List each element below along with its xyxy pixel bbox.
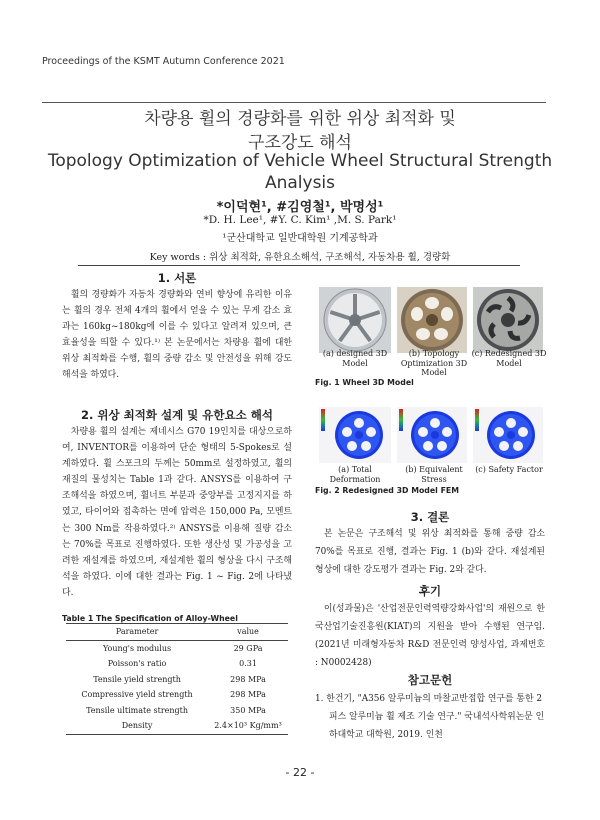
table-row [66, 687, 288, 703]
section-conclusion-title: 3. 결론 [410, 510, 450, 524]
table-row [66, 672, 288, 688]
fig2-subcaption-a: (a) Total Deformation [329, 465, 381, 484]
title-korean-line2: 구조강도 해석 [248, 133, 352, 153]
topology-wheel-image [397, 287, 467, 353]
section-intro-title: 1. 서론 [157, 271, 197, 285]
table-row [66, 703, 288, 719]
header-divider [42, 102, 546, 103]
fig1-caption: Fig. 1 Wheel 3D Model [315, 378, 414, 387]
proceedings-header: Proceedings of the KSMT Autumn Conference 2021 [42, 56, 285, 67]
fig2-subcaption-c: (c) Safety Factor [475, 465, 543, 474]
spec-table-header-row [66, 624, 288, 640]
authors-english: *D. H. Lee¹, #Y. C. Kim¹ ,M. S. Park¹ [203, 214, 397, 226]
fig1-subcaption-a: (a) designed 3D Model [322, 349, 388, 368]
spec-cell: Density [121, 721, 153, 731]
figure1-images [315, 285, 545, 355]
fig1-subcaption-c: (c) Redesigned 3D Model [471, 349, 547, 368]
spec-header-value: value [208, 624, 288, 640]
table-row [66, 656, 288, 672]
spec-cell: 2.4×10³ Kg/mm³ [214, 721, 282, 731]
table-row [66, 640, 288, 656]
section-method-title: 2. 위상 최적화 설계 및 유한요소 해석 [81, 408, 273, 422]
table-top-rule [66, 623, 288, 624]
designed-wheel-image [319, 287, 391, 353]
spec-cell: Tensile yield strength [93, 674, 181, 684]
spec-table [66, 624, 288, 735]
title-korean-line1: 차량용 휠의 경량화를 위한 위상 최적화 및 [144, 109, 456, 129]
table-row [66, 718, 288, 734]
reference-item: 1. 한건기, "A356 알루미늄의 마찰교반접합 연구를 통한 2피스 알루미늄 휠 제조 기술 연구." 국내석사학위논문 인하대학교 대학원, 2019. 인천 [315, 694, 545, 740]
section-ack-title: 후기 [418, 584, 442, 598]
spec-cell: Young's modulus [102, 643, 172, 653]
spec-cell: 350 MPa [230, 705, 266, 715]
table1-caption: Table 1 The Specification of Alloy-Wheel [62, 614, 238, 623]
safety-factor-image [473, 407, 543, 463]
section-conclusion-text: 본 논문은 구조해석 및 위상 최적화를 통해 중량 감소 70%를 목표로 진행, 결과는 Fig. 1 (b)와 같다. 재설계된 형상에 대한 강도평가 결과는 Fig. 2와 같다. [315, 529, 545, 575]
spec-cell: 0.31 [239, 659, 257, 669]
spec-header-parameter: Parameter [66, 624, 208, 640]
figure2-images [315, 405, 545, 465]
spec-cell: 298 MPa [230, 690, 266, 700]
section-intro-text: 휠의 경량화가 자동차 경량화와 연비 향상에 유리한 이유는 휠의 경우 전체 4개의 휠에서 얻을 수 있는 무게 감소 효과는 160kg~180kg에 이를 수 있다고 알려져 있으며, 큰 효율성을 띄할 수 있다.¹⁾ 본 논문에서는 차량용 휠에 대한 위상 최적화를 수행, 휠의 중량 감소 및 안전성을 위해 강도해석을 하였다. [62, 290, 292, 381]
section-refs-title: 참고문헌 [407, 673, 453, 687]
total-deformation-image [319, 407, 391, 463]
section-ack-text: 이(성과물)은 '산업전문인력역량강화사업'의 재원으로 한국산업기술진흥원(KIAT)의 지원을 받아 수행된 연구임. (2021년 미래형자동차 R&D 전문인력 양성사업, 과제번호 : N0002428) [315, 604, 545, 668]
keywords: Key words : 위상 최적화, 유한요소해석, 구조해석, 자동차용 휠, 경량화 [149, 252, 451, 263]
spec-cell: 29 GPa [233, 643, 263, 653]
fig1-subcaption-b: (b) Topology Optimization 3D Model [400, 349, 468, 377]
redesigned-wheel-image [473, 287, 543, 353]
affiliation: ¹군산대학교 일반대학원 기계공학과 [222, 233, 378, 244]
spec-cell: Poisson's ratio [107, 659, 167, 669]
spec-cell: Compressive yield strength [81, 690, 193, 700]
fig2-caption: Fig. 2 Redesigned 3D Model FEM [315, 486, 459, 495]
section-method-text: 차량용 휠의 설계는 제네시스 G70 19인치를 대상으로하여, INVENTOR를 이용하여 단순 형태의 5-Spokes로 설계하였다. 휠 스포크의 두께는 50mm로 설정하였고, 휠의 재질의 물성치는 Table 1과 같다. ANSYS를 이용하여 구조해석을 하였으며, 휠너트 부분과 중앙부를 고정지지를 하였고, 타이어와 접촉하는 면에 압력은 150,000 Pa, 모멘트는 300 Nm를 작용하였다.²⁾ ANSYS를 이용해 질량 감소는 70%를 목표로 진행하였다. 또한 생산성 및 가공성을 고려한 재설계를 하였으며, 재설계한 휠의 형상을 다시 구조해석을 하였다. 이에 대한 결과는 Fig. 1 ~ Fig. 2에 나타냈다. [62, 427, 292, 598]
spec-cell: Tensile ultimate strength [86, 705, 189, 715]
title-english-line2: Analysis [264, 173, 336, 193]
fig2-subcaption-b: (b) Equivalent Stress [405, 465, 463, 484]
spec-cell: 298 MPa [230, 674, 266, 684]
equivalent-stress-image [397, 407, 467, 463]
authors-korean: *이덕현¹, #김영철¹, 박명성¹ [216, 200, 384, 215]
keywords-divider [78, 265, 520, 266]
title-english-line1: Topology Optimization of Vehicle Wheel Structural Strength [47, 151, 553, 171]
page-number: - 22 - [285, 766, 315, 779]
